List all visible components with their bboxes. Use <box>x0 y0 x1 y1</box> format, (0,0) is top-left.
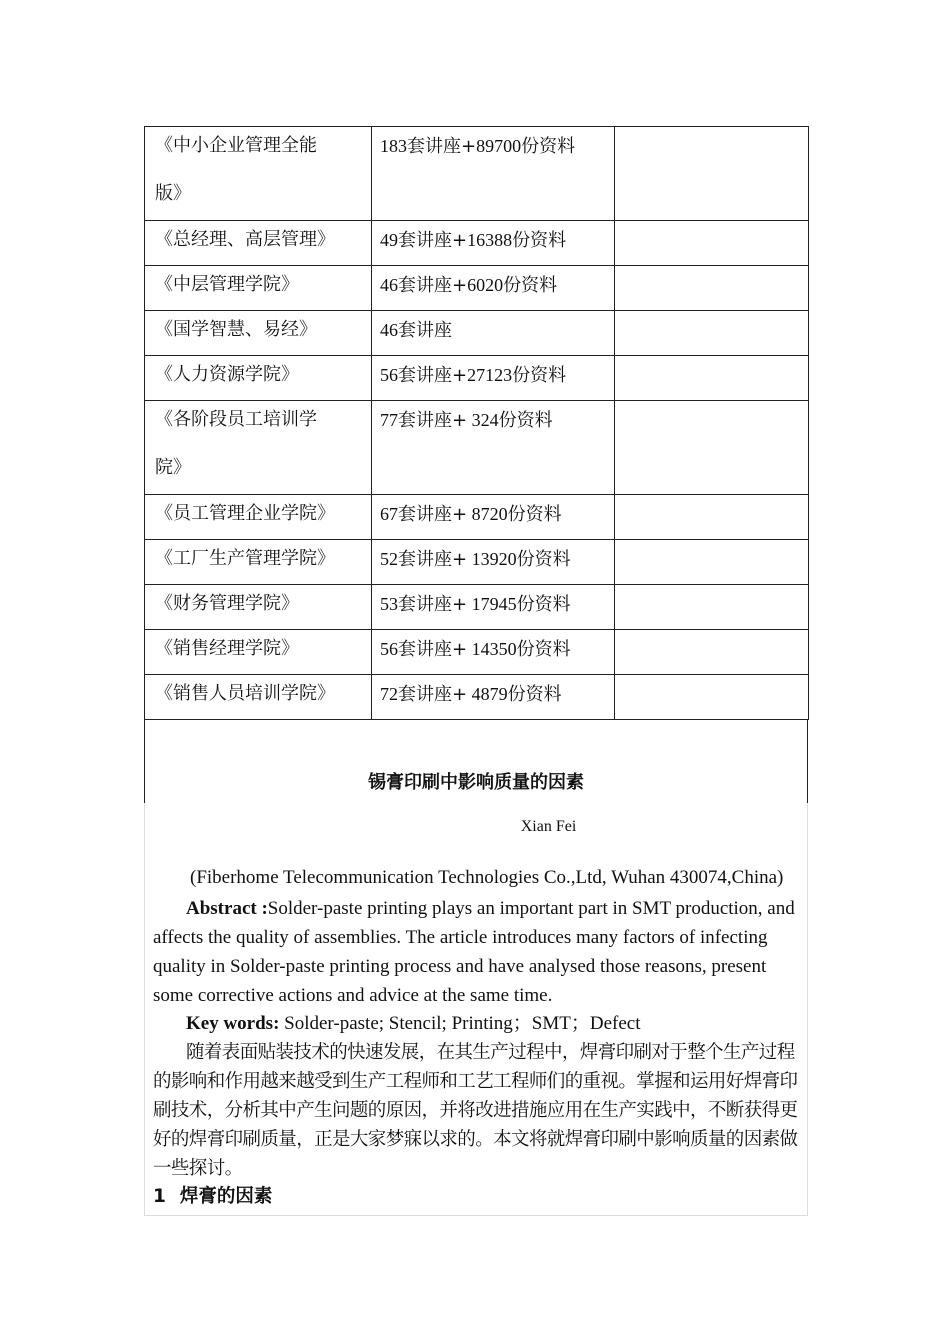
keywords-paragraph <box>153 1009 803 1038</box>
lecture-count: 72 <box>380 684 398 704</box>
course-name-cell <box>145 401 372 495</box>
article-title-box <box>144 719 808 803</box>
lecture-count: 77 <box>380 410 398 430</box>
lecture-count: 56 <box>380 365 398 385</box>
course-content-cell <box>372 127 615 221</box>
course-name: 《国学智慧、易经》 <box>155 319 317 340</box>
course-name: 《销售经理学院》 <box>155 638 299 659</box>
material-count: 4879 <box>467 684 508 704</box>
lecture-unit: 套讲座+ <box>398 594 468 615</box>
material-count: 13920 <box>467 549 517 569</box>
empty-cell <box>615 495 809 540</box>
empty-cell <box>615 127 809 221</box>
material-unit: 份资料 <box>516 594 571 615</box>
empty-cell <box>615 266 809 311</box>
course-name-cont: 院》 <box>155 457 191 478</box>
lecture-unit: 套讲座+ <box>398 230 468 251</box>
course-name: 《销售人员培训学院》 <box>155 683 335 704</box>
catalog-table <box>144 126 809 720</box>
empty-cell <box>615 311 809 356</box>
course-name-cont: 版》 <box>155 183 191 204</box>
lecture-unit: 套讲座+ <box>398 549 468 570</box>
table-row <box>145 495 809 540</box>
material-count: 17945 <box>467 594 517 614</box>
table-row <box>145 630 809 675</box>
lecture-unit: 套讲座+ <box>398 639 468 660</box>
material-unit: 份资料 <box>498 410 553 431</box>
course-name: 《工厂生产管理学院》 <box>155 548 335 569</box>
table-row <box>145 585 809 630</box>
keywords-label: Key words: <box>186 1013 280 1034</box>
material-unit: 份资料 <box>512 230 567 251</box>
course-name: 《员工管理企业学院》 <box>155 503 335 524</box>
lecture-unit: 套讲座+ <box>398 504 468 525</box>
material-unit: 份资料 <box>516 549 571 570</box>
material-unit: 份资料 <box>512 365 567 386</box>
lecture-count: 183 <box>380 136 407 156</box>
lecture-unit: 套讲座 <box>398 320 452 341</box>
lecture-count: 67 <box>380 504 398 524</box>
course-content-cell <box>372 675 615 720</box>
article-body <box>144 803 808 1216</box>
empty-cell <box>615 540 809 585</box>
abstract-label: Abstract : <box>186 898 268 919</box>
material-count: 27123 <box>467 365 513 385</box>
empty-cell <box>615 585 809 630</box>
catalog-table-container <box>144 126 807 720</box>
material-count: 6020 <box>467 275 504 295</box>
abstract-text: Solder-paste printing plays an important part in SMT production, and affects the quality of assemblies. The article introduces many factors of infecting quality in Solder-paste printing process and have analysed those reasons, present some corrective actions and advice at the same time. <box>153 898 795 1006</box>
lecture-unit: 套讲座+ <box>398 684 468 705</box>
table-row <box>145 221 809 266</box>
lecture-count: 46 <box>380 275 398 295</box>
material-unit: 份资料 <box>516 639 571 660</box>
course-name: 《财务管理学院》 <box>155 593 299 614</box>
article-author: Xian Fei <box>520 818 577 835</box>
lecture-count: 46 <box>380 320 398 340</box>
table-row <box>145 356 809 401</box>
material-count: 8720 <box>467 504 508 524</box>
course-name-cell <box>145 675 372 720</box>
course-name: 《中层管理学院》 <box>155 274 299 295</box>
section-number: 1 <box>153 1186 166 1207</box>
lecture-unit: 套讲座+ <box>407 136 477 157</box>
course-name: 《各阶段员工培训学 <box>155 409 317 430</box>
abstract-paragraph <box>153 894 803 1010</box>
course-content-cell <box>372 401 615 495</box>
table-row <box>145 540 809 585</box>
empty-cell <box>615 221 809 266</box>
catalog-table-body <box>145 127 809 720</box>
course-name: 《人力资源学院》 <box>155 364 299 385</box>
intro-paragraph: 随着表面贴装技术的快速发展，在其生产过程中，焊膏印刷对于整个生产过程的影响和作用越来越受到生产工程师和工艺工程师们的重视。掌握和运用好焊膏印刷技术，分析其中产生问题的原因，并将改进措施应用在生产实践中，不断获得更好的焊膏印刷质量，正是大家梦寐以求的。本文将就焊膏印刷中影响质量的因素做一些探讨。 <box>153 1042 798 1179</box>
section-title: 焊膏的因素 <box>179 1186 273 1207</box>
material-count: 14350 <box>467 639 517 659</box>
section-heading <box>153 1182 272 1208</box>
lecture-unit: 套讲座+ <box>398 275 468 296</box>
material-unit: 份资料 <box>503 275 558 296</box>
keywords-text: Solder-paste; Stencil; Printing；SMT；Defect <box>279 1013 641 1034</box>
table-row <box>145 675 809 720</box>
material-count: 89700 <box>476 136 522 156</box>
material-unit: 份资料 <box>507 504 562 525</box>
empty-cell <box>615 356 809 401</box>
course-name: 《中小企业管理全能 <box>155 135 317 156</box>
course-name: 《总经理、高层管理》 <box>155 229 335 250</box>
lecture-count: 53 <box>380 594 398 614</box>
course-name-cell <box>145 127 372 221</box>
empty-cell <box>615 630 809 675</box>
material-unit: 份资料 <box>521 136 576 157</box>
material-unit: 份资料 <box>507 684 562 705</box>
lecture-count: 56 <box>380 639 398 659</box>
lecture-unit: 套讲座+ <box>398 410 468 431</box>
material-count: 16388 <box>467 230 513 250</box>
table-row <box>145 127 809 221</box>
article-affiliation: (Fiberhome Telecommunication Technologies Co.,Ltd, Wuhan 430074,China) <box>190 867 784 888</box>
table-row <box>145 266 809 311</box>
lecture-count: 49 <box>380 230 398 250</box>
article-title: 锡膏印刷中影响质量的因素 <box>368 772 584 793</box>
material-count: 324 <box>467 410 499 430</box>
lecture-count: 52 <box>380 549 398 569</box>
lecture-unit: 套讲座+ <box>398 365 468 386</box>
empty-cell <box>615 401 809 495</box>
table-row <box>145 401 809 495</box>
empty-cell <box>615 675 809 720</box>
